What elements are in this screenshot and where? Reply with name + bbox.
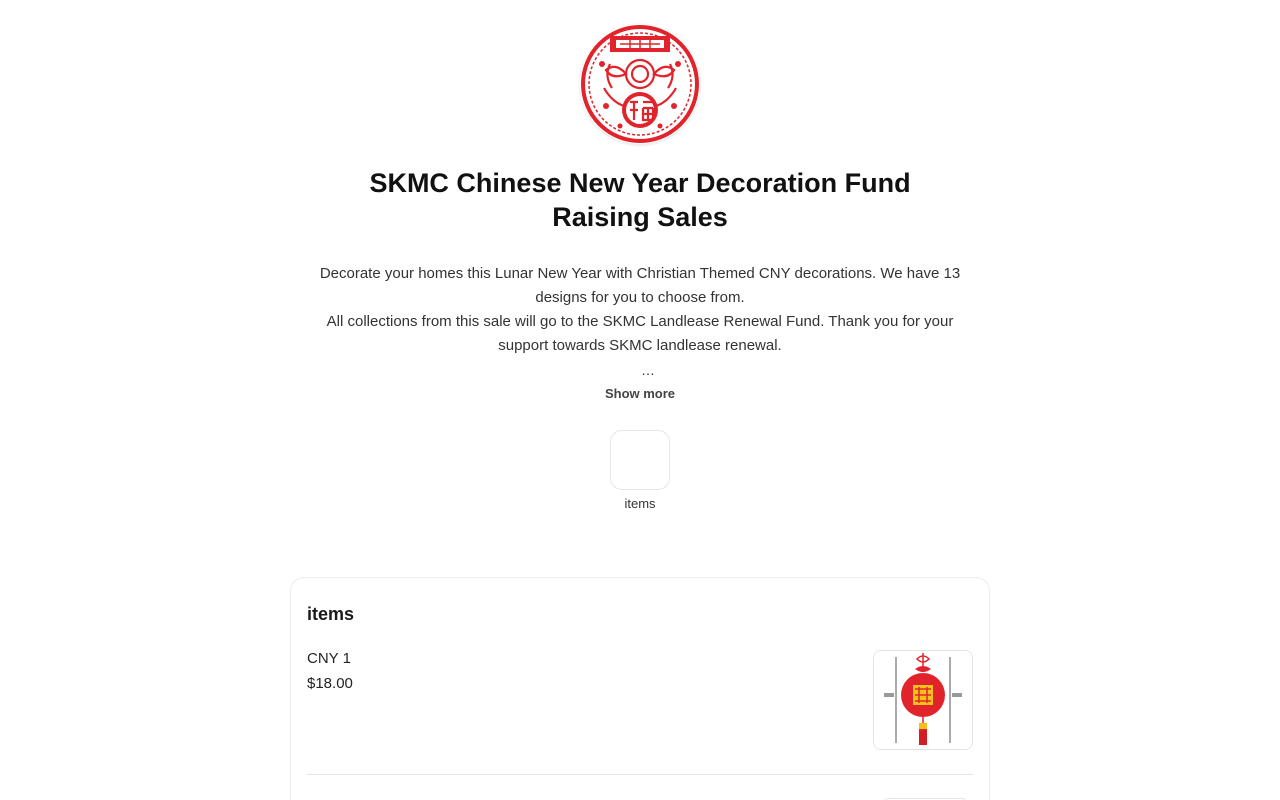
description-paragraph: Decorate your homes this Lunar New Year with Christian Themed CNY decorations. We have 13 designs for you to choose from. <box>319 265 961 306</box>
product-price: $18.00 <box>307 675 353 692</box>
show-more-button[interactable]: Show more <box>590 386 690 401</box>
cny-hanging-ornament-icon <box>874 651 972 749</box>
product-list-item[interactable] <box>307 650 973 775</box>
items-section-card <box>290 577 990 800</box>
category-tile-items[interactable] <box>610 430 670 490</box>
category-label-items[interactable]: items <box>624 496 656 511</box>
store-description <box>310 262 970 358</box>
store-title: SKMC Chinese New Year Decoration Fund Raising Sales <box>369 168 911 232</box>
product-thumbnail[interactable] <box>873 650 973 750</box>
paper-cut-fu-logo-icon <box>580 24 700 144</box>
store-logo <box>580 24 700 144</box>
description-ellipsis: … <box>641 362 655 378</box>
product-name: CNY 1 <box>307 650 351 667</box>
section-title: items <box>307 604 355 624</box>
description-paragraph: All collections from this sale will go to the SKMC Landlease Renewal Fund. Thank you for your support towards SKMC landlease renewal. <box>326 313 954 354</box>
